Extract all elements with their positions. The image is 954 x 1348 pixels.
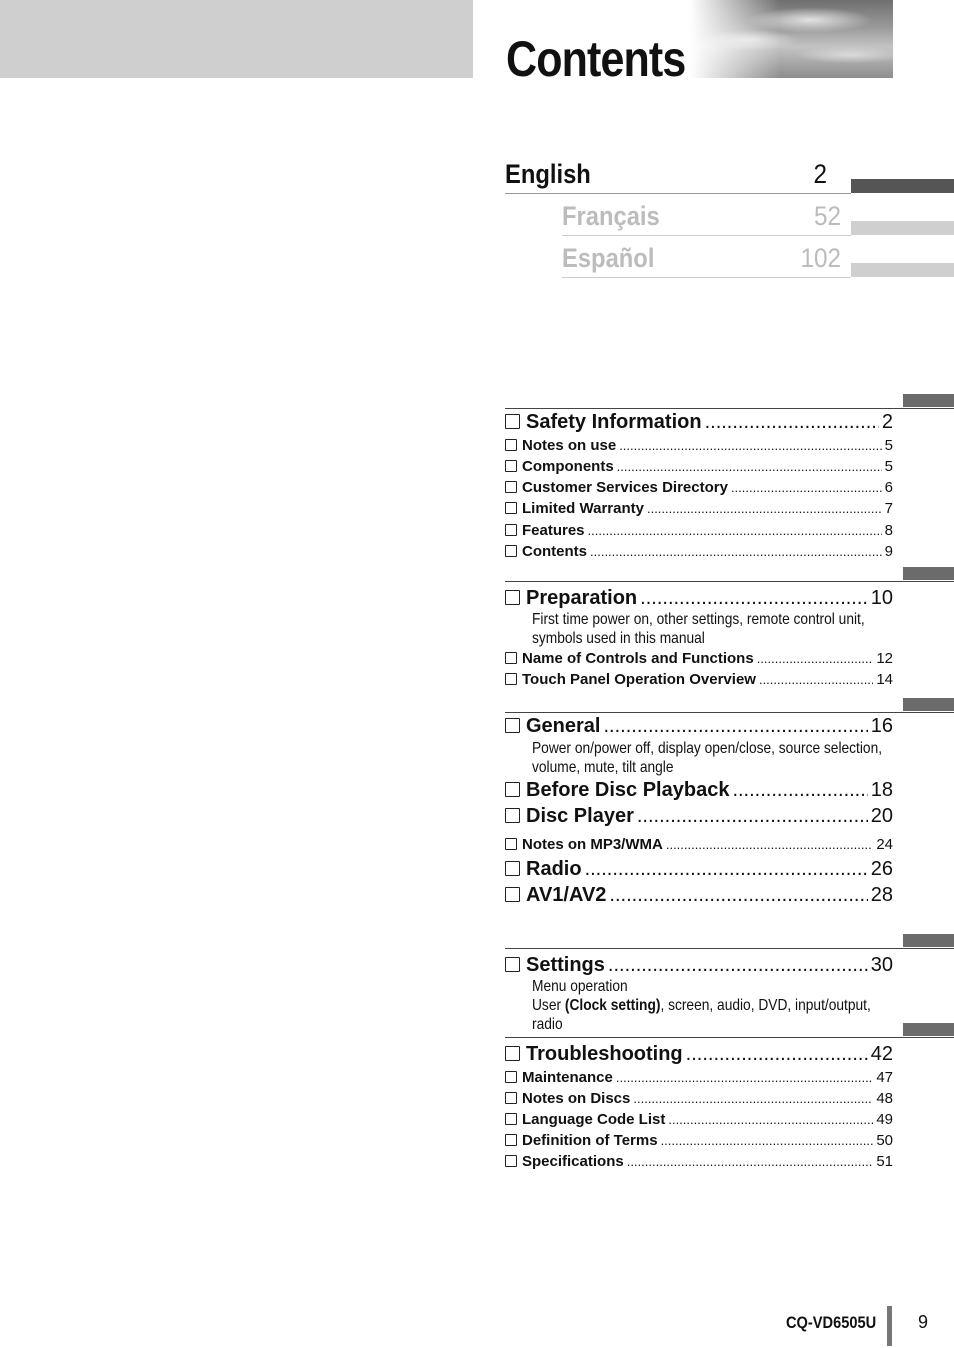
lang-name: English — [505, 159, 591, 189]
toc-entry-disc-player[interactable]: Disc Player ..... 20 — [505, 805, 893, 831]
checkbox-icon — [505, 652, 517, 664]
footer-divider — [887, 1306, 892, 1346]
lang-english[interactable] — [505, 159, 851, 194]
model-number: CQ-VD6505U — [786, 1313, 877, 1332]
toc-entry-before-disc-playback[interactable]: Before Disc Playback ..... 18 — [505, 779, 893, 805]
toc-entry-settings[interactable]: Settings ..... 30 — [505, 954, 893, 980]
checkbox-icon — [505, 838, 517, 850]
section-rule — [505, 948, 954, 949]
toc-entry-definition-of-terms[interactable]: Definition of Terms ..... 50 — [505, 1132, 893, 1152]
toc-entry-customer-services-directory[interactable]: Customer Services Directory ..... 6 — [505, 479, 893, 499]
toc-entry-specifications[interactable]: Specifications ..... 51 — [505, 1153, 893, 1173]
section-rule — [505, 712, 954, 713]
toc-entry-contents[interactable]: Contents ..... 9 — [505, 543, 893, 563]
lang-espanol[interactable] — [562, 243, 851, 278]
toc-entry-description: First time power on, other settings, remote control unit, symbols used in this manual — [532, 611, 865, 647]
checkbox-icon — [505, 957, 520, 972]
section-rule — [505, 1037, 954, 1038]
checkbox-icon — [505, 782, 520, 797]
lang-tab-francais — [851, 221, 954, 235]
toc-entry-av1-av2[interactable]: AV1/AV2 ..... 28 — [505, 884, 893, 910]
lang-page: 102 — [800, 243, 841, 273]
lang-name: Español — [562, 243, 655, 273]
checkbox-icon — [505, 718, 520, 733]
section-tab — [903, 934, 954, 947]
section-tab — [903, 1023, 954, 1036]
lang-name: Français — [562, 201, 660, 231]
checkbox-icon — [505, 414, 520, 429]
checkbox-icon — [505, 1113, 517, 1125]
header-photo-fade — [690, 0, 780, 78]
toc-entry-language-code-list[interactable]: Language Code List ..... 49 — [505, 1111, 893, 1131]
checkbox-icon — [505, 861, 520, 876]
toc-entry-components[interactable]: Components ..... 5 — [505, 458, 893, 478]
checkbox-icon — [505, 460, 517, 472]
section-rule — [505, 581, 954, 582]
toc-entry-notes-on-discs[interactable]: Notes on Discs ..... 48 — [505, 1090, 893, 1110]
section-rule — [505, 408, 954, 409]
toc-entry-description: Menu operation User (Clock setting), screen, audio, DVD, input/output, radio — [532, 978, 871, 1033]
checkbox-icon — [505, 1046, 520, 1061]
section-tab — [903, 394, 954, 407]
checkbox-icon — [505, 1071, 517, 1083]
lang-page: 2 — [813, 159, 827, 189]
checkbox-icon — [505, 590, 520, 605]
lang-page: 52 — [813, 201, 841, 231]
lang-tab-english — [851, 179, 954, 193]
toc-entry-notes-on-use[interactable]: Notes on use ..... 5 — [505, 437, 893, 457]
toc-entry-limited-warranty[interactable]: Limited Warranty ..... 7 — [505, 500, 893, 520]
toc-entry-notes-on-mp3-wma[interactable]: Notes on MP3/WMA ..... 24 — [505, 836, 893, 856]
checkbox-icon — [505, 545, 517, 557]
toc-entry-description: Power on/power off, display open/close, source selection, volume, mute, tilt angle — [532, 740, 883, 776]
toc-entry-preparation[interactable]: Preparation ..... 10 — [505, 587, 893, 613]
header-gray-band — [0, 0, 473, 78]
section-tab — [903, 698, 954, 711]
checkbox-icon — [505, 673, 517, 685]
checkbox-icon — [505, 524, 517, 536]
checkbox-icon — [505, 1155, 517, 1167]
toc-entry-features[interactable]: Features ..... 8 — [505, 522, 893, 542]
checkbox-icon — [505, 1092, 517, 1104]
page-number: 9 — [918, 1312, 929, 1332]
checkbox-icon — [505, 481, 517, 493]
lang-francais[interactable] — [562, 201, 851, 236]
toc-entry-maintenance[interactable]: Maintenance ..... 47 — [505, 1069, 893, 1089]
page-title: Contents — [506, 31, 686, 87]
checkbox-icon — [505, 1134, 517, 1146]
checkbox-icon — [505, 887, 520, 902]
checkbox-icon — [505, 502, 517, 514]
toc-entry-touch-panel-overview[interactable]: Touch Panel Operation Overview ..... 14 — [505, 671, 893, 691]
checkbox-icon — [505, 808, 520, 823]
toc-entry-general[interactable]: General ..... 16 — [505, 715, 893, 741]
toc-entry-radio[interactable]: Radio ..... 26 — [505, 858, 893, 884]
toc-entry-name-of-controls[interactable]: Name of Controls and Functions ..... 12 — [505, 650, 893, 670]
toc-entry-safety-information[interactable]: Safety Information ..... 2 — [505, 411, 893, 437]
checkbox-icon — [505, 439, 517, 451]
toc-entry-troubleshooting[interactable]: Troubleshooting ..... 42 — [505, 1043, 893, 1069]
lang-tab-espanol — [851, 263, 954, 277]
section-tab — [903, 567, 954, 580]
